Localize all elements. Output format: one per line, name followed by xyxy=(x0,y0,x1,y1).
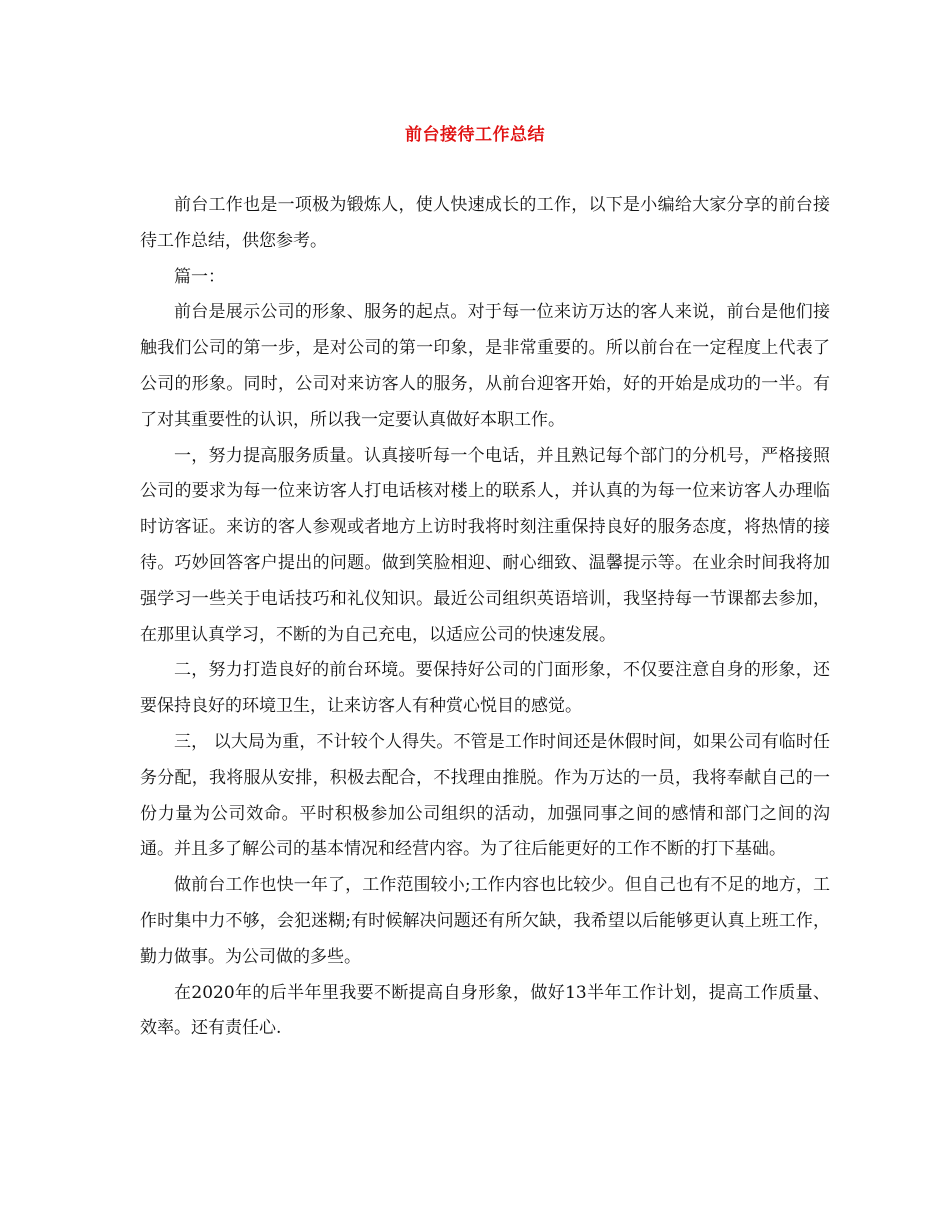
paragraph-front-desk-role: 前台是展示公司的形象、服务的起点。对于每一位来访万达的客人来说，前台是他们接触我们公司的第一步，是对公司的第一印象，是非常重要的。所以前台在一定程度上代表了公司的形象。同时，公司对来访客人的服务，从前台迎客开始，好的开始是成功的一半。有了对其重要性的认识，所以我一定要认真做好本职工作。 xyxy=(140,302,830,430)
paragraph-point-two: 二，努力打造良好的前台环境。要保持好公司的门面形象，不仅要注意自身的形象，还要保持良好的环境卫生，让来访客人有种赏心悦目的感觉。 xyxy=(140,660,830,717)
document-body xyxy=(140,188,830,1047)
paragraph-reflection: 做前台工作也快一年了，工作范围较小;工作内容也比较少。但自己也有不足的地方，工作时集中力不够，会犯迷糊;有时候解决问题还有所欠缺，我希望以后能够更认真上班工作，勤力做事。为公司做的多些。 xyxy=(140,875,830,967)
paragraph-point-one: 一，努力提高服务质量。认真接听每一个电话，并且熟记每个部门的分机号，严格接照公司的要求为每一位来访客人打电话核对楼上的联系人，并认真的为每一位来访客人办理临时访客证。来访的客人参观或者地方上访时我将时刻注重保持良好的服务态度，将热情的接待。巧妙回答客户提出的问题。做到笑脸相迎、耐心细致、温馨提示等。在业余时间我将加强学习一些关于电话技巧和礼仪知识。最近公司组织英语培训，我坚持每一节课都去参加，在那里认真学习，不断的为自己充电，以适应公司的快速发展。 xyxy=(140,445,830,645)
paragraph-point-three: 三， 以大局为重，不计较个人得失。不管是工作时间还是休假时间，如果公司有临时任务分配，我将服从安排，积极去配合，不找理由推脱。作为万达的一员，我将奉献自己的一份力量为公司效命。平时积极参加公司组织的活动，加强同事之间的感情和部门之间的沟通。并且多了解公司的基本情况和经营内容。为了往后能更好的工作不断的打下基础。 xyxy=(140,731,830,860)
document-title: 前台接待工作总结 xyxy=(405,125,545,145)
paragraph-section-label: 篇一： xyxy=(174,266,225,287)
paragraph-intro: 前台工作也是一项极为锻炼人，使人快速成长的工作，以下是小编给大家分享的前台接待工作总结，供您参考。 xyxy=(140,195,830,251)
paragraph-plan: 在2020年的后半年里我要不断提高自身形象，做好13半年工作计划，提高工作质量、效率。还有责任心. xyxy=(140,982,830,1039)
